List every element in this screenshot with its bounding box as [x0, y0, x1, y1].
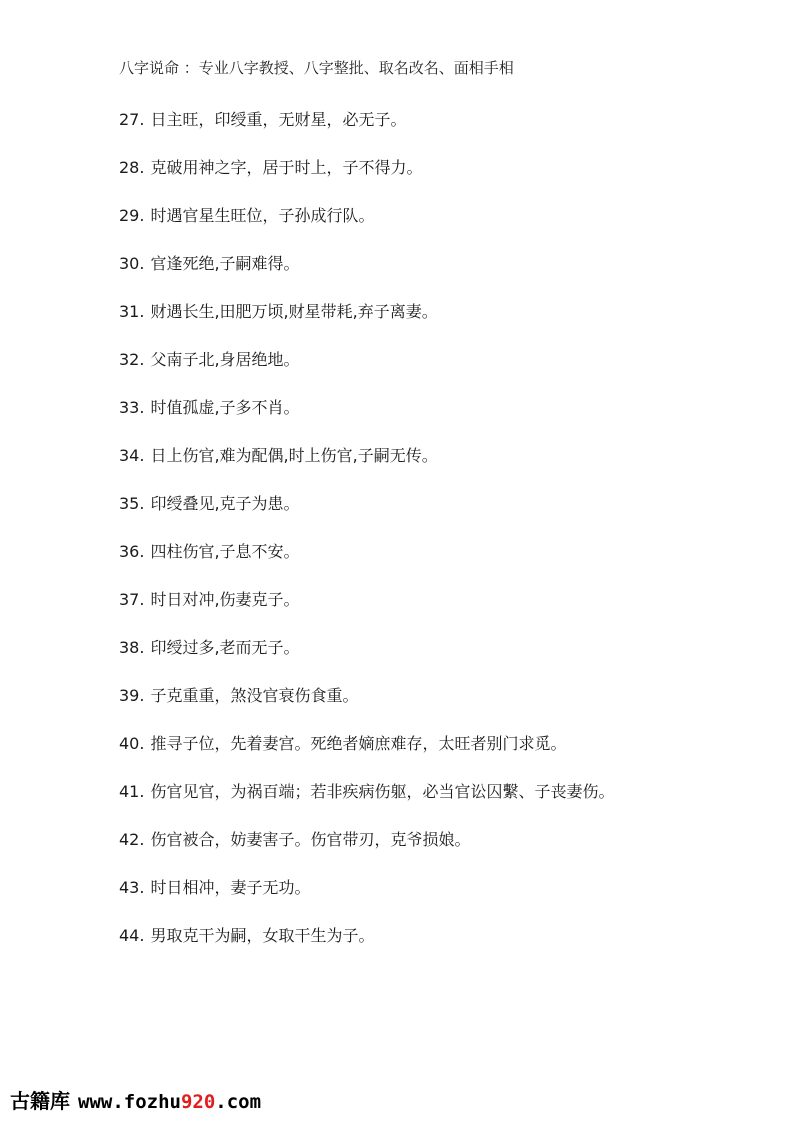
item-text: 时值孤虚,子多不肖。 — [150, 398, 300, 417]
item-number: 43. — [119, 878, 145, 897]
item-number: 39. — [119, 686, 145, 705]
item-number: 36. — [119, 542, 145, 561]
item-number: 41. — [119, 782, 145, 801]
list-item — [119, 828, 679, 852]
item-text: 时日对冲,伤妻克子。 — [150, 590, 300, 609]
item-text: 时遇官星生旺位，子孙成行队。 — [150, 206, 375, 225]
list-item — [119, 876, 679, 900]
list-item — [119, 540, 679, 564]
item-text: 伤官见官，为祸百端；若非疾病伤躯，必当官讼囚繫、子丧妻伤。 — [150, 782, 615, 801]
watermark-footer — [10, 1088, 261, 1115]
item-number: 33. — [119, 398, 145, 417]
item-number: 37. — [119, 590, 145, 609]
list-item — [119, 396, 679, 420]
list-item — [119, 732, 679, 756]
list-item — [119, 768, 679, 816]
item-text: 父南子北,身居绝地。 — [150, 350, 300, 369]
url-highlight: 920 — [180, 1091, 216, 1113]
item-number: 40. — [119, 734, 145, 753]
item-text: 四柱伤官,子息不安。 — [150, 542, 300, 561]
list-item — [119, 108, 679, 132]
list-item — [119, 348, 679, 372]
item-text: 伤官被合，妨妻害子。伤官带刃，克爷损娘。 — [150, 830, 471, 849]
list-item — [119, 444, 679, 468]
item-number: 42. — [119, 830, 145, 849]
item-number: 35. — [119, 494, 145, 513]
item-text: 日上伤官,难为配偶,时上伤官,子嗣无传。 — [150, 446, 438, 465]
item-text: 印绶过多,老而无子。 — [150, 638, 300, 657]
item-text: 财遇长生,田肥万顷,财星带耗,弃子离妻。 — [150, 302, 438, 321]
list-item — [119, 204, 679, 228]
url-prefix: www.fozhu — [78, 1091, 181, 1113]
item-number: 44. — [119, 926, 145, 945]
item-number: 38. — [119, 638, 145, 657]
item-number: 28. — [119, 158, 145, 177]
item-text: 日主旺，印绶重，无财星，必无子。 — [150, 110, 407, 129]
list-item — [119, 492, 679, 516]
brand-name: 古籍库 — [10, 1089, 70, 1113]
item-text: 克破用神之字，居于时上，子不得力。 — [150, 158, 423, 177]
entry-list — [119, 108, 679, 972]
item-number: 30. — [119, 254, 145, 273]
item-number: 34. — [119, 446, 145, 465]
page-header: 八字说命 ：专业八字教授、八字整批、取名改名、面相手相 — [119, 59, 514, 77]
url-suffix: .com — [215, 1091, 262, 1113]
item-text: 推寻子位，先着妻宫。死绝者嫡庶难存，太旺者别门求觅。 — [150, 734, 567, 753]
list-item — [119, 636, 679, 660]
item-text: 子克重重，煞没官衰伤食重。 — [150, 686, 359, 705]
list-item — [119, 588, 679, 612]
item-text: 官逢死绝,子嗣难得。 — [150, 254, 300, 273]
list-item — [119, 300, 679, 324]
item-text: 时日相冲，妻子无功。 — [150, 878, 311, 897]
list-item — [119, 252, 679, 276]
list-item — [119, 924, 679, 948]
item-number: 27. — [119, 110, 145, 129]
item-text: 印绶叠见,克子为患。 — [150, 494, 300, 513]
item-number: 31. — [119, 302, 145, 321]
list-item — [119, 684, 679, 708]
list-item — [119, 156, 679, 180]
item-number: 29. — [119, 206, 145, 225]
item-number: 32. — [119, 350, 145, 369]
site-url[interactable] — [78, 1091, 261, 1113]
item-text: 男取克干为嗣，女取干生为子。 — [150, 926, 375, 945]
